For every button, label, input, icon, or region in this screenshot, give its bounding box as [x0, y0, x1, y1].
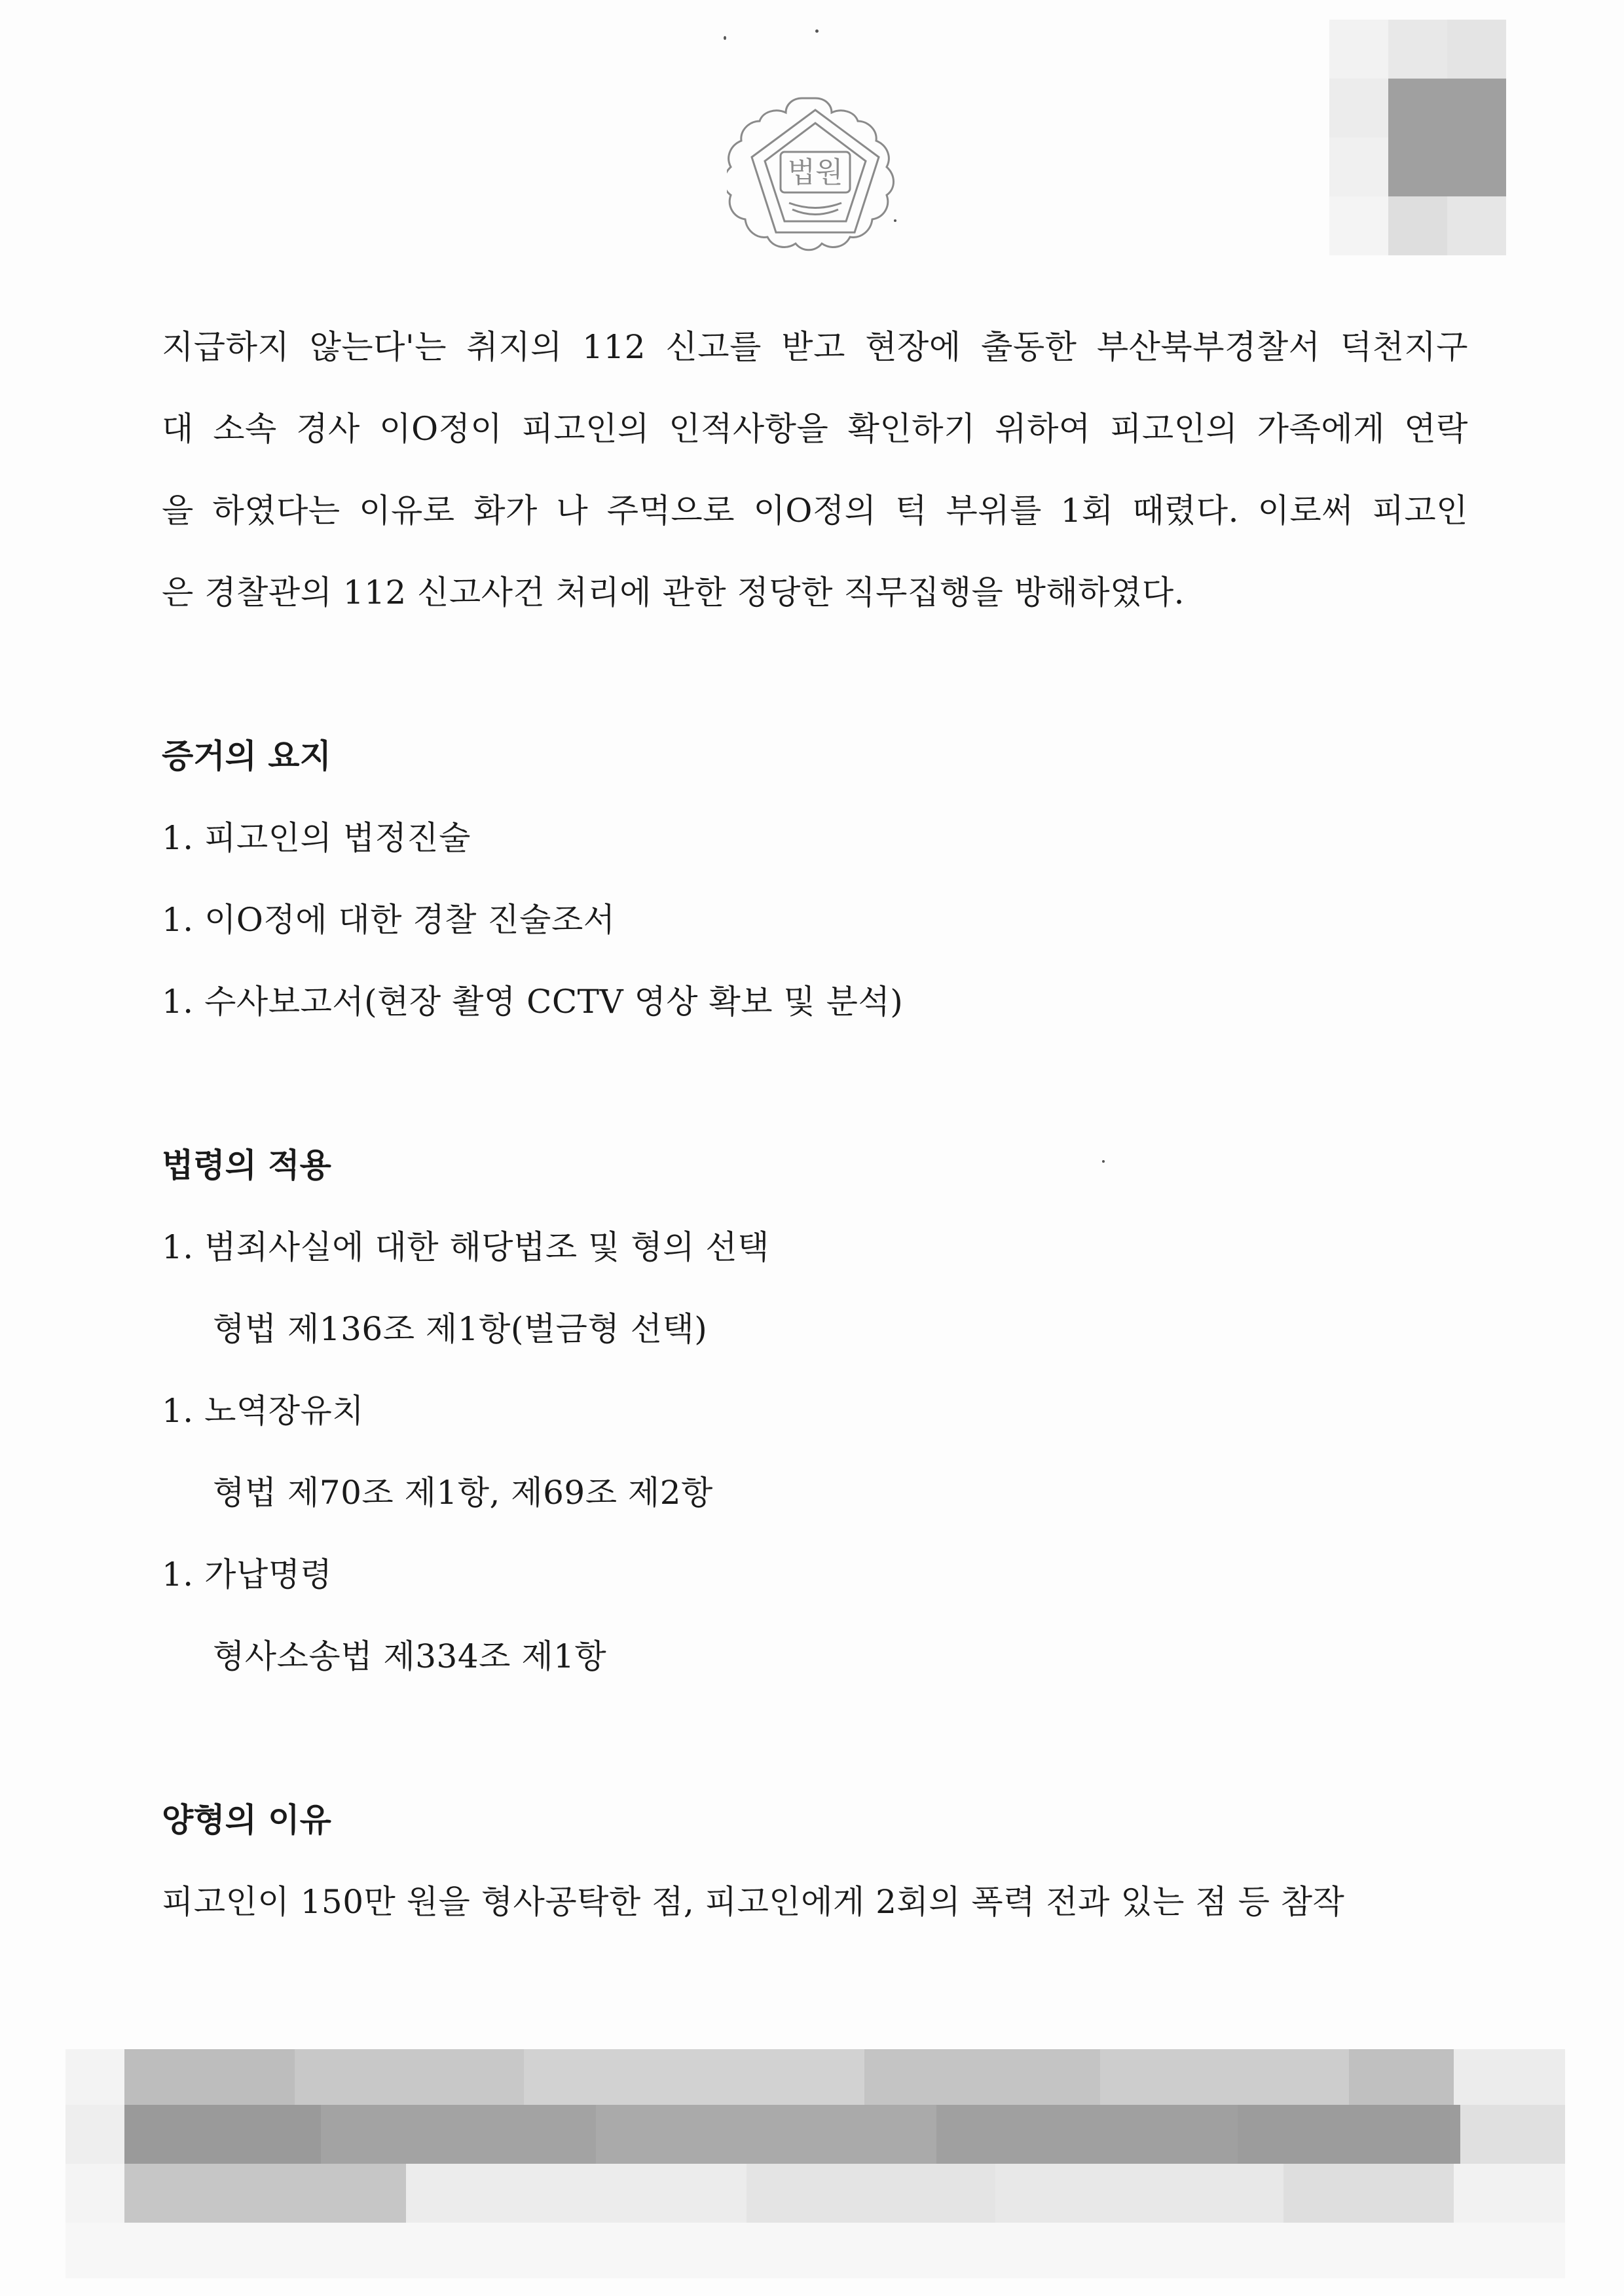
facts-line-4: 은 경찰관의 112 신고사건 처리에 관한 정당한 직무집행을 방해하였다.	[162, 574, 1185, 611]
facts-line-1: 지급하지 않는다'는 취지의 112 신고를 받고 현장에 출동한 부산북부경찰서 덕천지구	[162, 328, 1468, 366]
scan-speck	[815, 29, 819, 33]
law-heading: 법령의 적용	[162, 1146, 331, 1184]
law-item-1-label: 1. 범죄사실에 대한 해당법조 및 형의 선택	[162, 1228, 769, 1266]
seal-text: 법원	[787, 156, 843, 189]
facts-line-2: 대 소속 경사 이O정이 피고인의 인적사항을 확인하기 위하여 피고인의 가족에게 연락	[162, 410, 1468, 448]
sentencing-heading: 양형의 이유	[162, 1801, 331, 1839]
redacted-mosaic-top	[1329, 20, 1506, 255]
law-item-3-label: 1. 가납명령	[162, 1556, 333, 1594]
scan-speck	[724, 36, 726, 40]
law-item-3-detail: 형사소송법 제334조 제1항	[213, 1637, 607, 1675]
sentencing-text: 피고인이 150만 원을 형사공탁한 점, 피고인에게 2회의 폭력 전과 있는 점 등 참작	[162, 1883, 1345, 1921]
scan-speck	[894, 219, 896, 222]
scan-speck	[1102, 1160, 1105, 1163]
redacted-mosaic-bottom	[65, 2049, 1565, 2278]
evidence-item-2: 1. 이O정에 대한 경찰 진술조서	[162, 901, 616, 939]
court-seal-icon	[727, 92, 904, 255]
law-item-2-label: 1. 노역장유치	[162, 1392, 365, 1430]
law-item-1-detail: 형법 제136조 제1항(벌금형 선택)	[213, 1310, 708, 1348]
evidence-item-1: 1. 피고인의 법정진술	[162, 819, 471, 857]
facts-line-3: 을 하였다는 이유로 화가 나 주먹으로 이O정의 턱 부위를 1회 때렸다. 이로써 피고인	[162, 492, 1468, 530]
evidence-heading: 증거의 요지	[162, 737, 331, 775]
evidence-item-3: 1. 수사보고서(현장 촬영 CCTV 영상 확보 및 분석)	[162, 983, 904, 1021]
law-item-2-detail: 형법 제70조 제1항, 제69조 제2항	[213, 1474, 713, 1512]
